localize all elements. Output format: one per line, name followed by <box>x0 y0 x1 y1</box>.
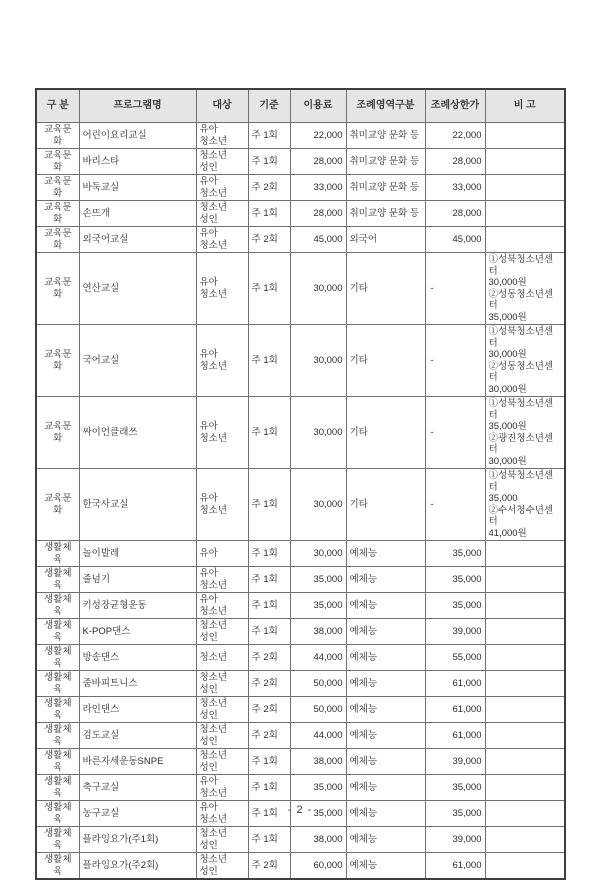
cell-basis: 주 2회 <box>248 697 290 723</box>
cell-category: 생활체육 <box>36 827 79 853</box>
table-row <box>36 671 565 697</box>
cell-program: 축구교실 <box>79 775 196 801</box>
cell-area: 취미교양 문화 등 <box>346 149 425 175</box>
table-row <box>36 253 565 325</box>
cell-cap: 61,000 <box>425 723 485 749</box>
cell-area: 취미교양 문화 등 <box>346 201 425 227</box>
table-row <box>36 619 565 645</box>
cell-category: 교육문화 <box>36 469 79 541</box>
cell-target: 유아 청소년 <box>196 397 248 469</box>
cell-program: 키성장균형운동 <box>79 593 196 619</box>
cell-basis: 주 1회 <box>248 801 290 827</box>
cell-fee: 44,000 <box>290 645 346 671</box>
cell-remarks <box>485 827 565 853</box>
cell-cap: 35,000 <box>425 541 485 567</box>
cell-cap: 35,000 <box>425 801 485 827</box>
cell-target: 청소년 성인 <box>196 697 248 723</box>
cell-program: 연산교실 <box>79 253 196 325</box>
cell-target: 청소년 성인 <box>196 201 248 227</box>
table-row <box>36 325 565 397</box>
cell-target: 청소년 성인 <box>196 149 248 175</box>
cell-program: 싸이언클래쓰 <box>79 397 196 469</box>
cell-fee: 30,000 <box>290 541 346 567</box>
table-row <box>36 541 565 567</box>
cell-target: 유아 청소년 <box>196 325 248 397</box>
cell-category: 생활체육 <box>36 671 79 697</box>
cell-cap: 28,000 <box>425 149 485 175</box>
cell-remarks: ①성북청소년센터 30,000원 ②성동청소년센터 30,000원 <box>485 325 565 397</box>
cell-category: 교육문화 <box>36 227 79 253</box>
cell-fee: 50,000 <box>290 671 346 697</box>
table-row <box>36 149 565 175</box>
cell-area: 예체능 <box>346 619 425 645</box>
column-header-basis: 기준 <box>248 89 290 123</box>
cell-basis: 주 1회 <box>248 619 290 645</box>
table-row <box>36 469 565 541</box>
cell-fee: 28,000 <box>290 149 346 175</box>
cell-category: 교육문화 <box>36 123 79 149</box>
column-header-area: 조례영역구분 <box>346 89 425 123</box>
cell-fee: 44,000 <box>290 723 346 749</box>
cell-program: 방송댄스 <box>79 645 196 671</box>
table-row <box>36 227 565 253</box>
cell-category: 생활체육 <box>36 749 79 775</box>
cell-program: 한국사교실 <box>79 469 196 541</box>
cell-area: 예체능 <box>346 541 425 567</box>
cell-category: 생활체육 <box>36 567 79 593</box>
cell-program: 외국어교실 <box>79 227 196 253</box>
cell-area: 예체능 <box>346 723 425 749</box>
table-body <box>36 123 565 880</box>
cell-remarks <box>485 541 565 567</box>
table-row <box>36 723 565 749</box>
cell-target: 유아 청소년 <box>196 175 248 201</box>
cell-remarks <box>485 853 565 880</box>
cell-program: 줌바피트니스 <box>79 671 196 697</box>
cell-target: 청소년 <box>196 645 248 671</box>
cell-program: 어린이요리교실 <box>79 123 196 149</box>
cell-target: 유아 청소년 <box>196 567 248 593</box>
cell-cap: - <box>425 325 485 397</box>
cell-cap: 35,000 <box>425 593 485 619</box>
cell-target: 청소년 성인 <box>196 619 248 645</box>
cell-fee: 30,000 <box>290 469 346 541</box>
cell-remarks <box>485 201 565 227</box>
cell-program: 줄넘기 <box>79 567 196 593</box>
cell-fee: 50,000 <box>290 697 346 723</box>
cell-area: 기타 <box>346 397 425 469</box>
table-row <box>36 853 565 880</box>
cell-area: 기타 <box>346 253 425 325</box>
cell-remarks <box>485 775 565 801</box>
cell-fee: 35,000 <box>290 775 346 801</box>
cell-area: 예체능 <box>346 697 425 723</box>
cell-area: 예체능 <box>346 827 425 853</box>
cell-target: 청소년 성인 <box>196 671 248 697</box>
cell-basis: 주 1회 <box>248 253 290 325</box>
cell-area: 예체능 <box>346 593 425 619</box>
cell-fee: 45,000 <box>290 227 346 253</box>
cell-program: 손뜨개 <box>79 201 196 227</box>
cell-basis: 주 1회 <box>248 149 290 175</box>
cell-target: 유아 청소년 <box>196 253 248 325</box>
cell-program: 바리스타 <box>79 149 196 175</box>
table-row <box>36 175 565 201</box>
cell-area: 예체능 <box>346 749 425 775</box>
cell-target: 유아 청소년 <box>196 227 248 253</box>
cell-basis: 주 2회 <box>248 175 290 201</box>
cell-target: 유아 청소년 <box>196 469 248 541</box>
cell-cap: 39,000 <box>425 619 485 645</box>
cell-category: 교육문화 <box>36 397 79 469</box>
cell-remarks <box>485 619 565 645</box>
cell-cap: 39,000 <box>425 827 485 853</box>
cell-area: 취미교양 문화 등 <box>346 123 425 149</box>
cell-target: 청소년 성인 <box>196 827 248 853</box>
cell-basis: 주 1회 <box>248 201 290 227</box>
column-header-program: 프로그램명 <box>79 89 196 123</box>
column-header-fee: 이용료 <box>290 89 346 123</box>
cell-basis: 주 1회 <box>248 749 290 775</box>
cell-cap: 35,000 <box>425 567 485 593</box>
cell-basis: 주 1회 <box>248 123 290 149</box>
cell-target: 청소년 성인 <box>196 749 248 775</box>
table-row <box>36 749 565 775</box>
cell-cap: 39,000 <box>425 749 485 775</box>
cell-basis: 주 1회 <box>248 541 290 567</box>
cell-target: 청소년 성인 <box>196 723 248 749</box>
cell-cap: - <box>425 253 485 325</box>
cell-area: 예체능 <box>346 567 425 593</box>
cell-basis: 주 1회 <box>248 325 290 397</box>
cell-fee: 30,000 <box>290 325 346 397</box>
cell-basis: 주 1회 <box>248 593 290 619</box>
cell-remarks <box>485 671 565 697</box>
cell-category: 생활체육 <box>36 775 79 801</box>
cell-fee: 35,000 <box>290 567 346 593</box>
cell-cap: - <box>425 397 485 469</box>
cell-basis: 주 2회 <box>248 723 290 749</box>
table-row <box>36 123 565 149</box>
cell-category: 교육문화 <box>36 149 79 175</box>
cell-cap: 35,000 <box>425 775 485 801</box>
cell-target: 유아 청소년 <box>196 801 248 827</box>
cell-target: 유아 <box>196 541 248 567</box>
cell-category: 교육문화 <box>36 201 79 227</box>
column-header-remarks: 비 고 <box>485 89 565 123</box>
cell-program: 국어교실 <box>79 325 196 397</box>
cell-program: 놀이발레 <box>79 541 196 567</box>
cell-cap: 33,000 <box>425 175 485 201</box>
cell-program: 바둑교실 <box>79 175 196 201</box>
table-row <box>36 201 565 227</box>
cell-fee: 38,000 <box>290 749 346 775</box>
cell-fee: 35,000 <box>290 593 346 619</box>
cell-fee: 35,000 <box>290 801 346 827</box>
cell-cap: 61,000 <box>425 853 485 880</box>
cell-fee: 33,000 <box>290 175 346 201</box>
program-fee-table <box>35 88 566 880</box>
cell-cap: 28,000 <box>425 201 485 227</box>
cell-target: 유아 청소년 <box>196 775 248 801</box>
cell-basis: 주 1회 <box>248 827 290 853</box>
cell-basis: 주 2회 <box>248 645 290 671</box>
cell-cap: 22,000 <box>425 123 485 149</box>
cell-fee: 38,000 <box>290 619 346 645</box>
column-header-cap: 조례상한가 <box>425 89 485 123</box>
cell-target: 청소년 성인 <box>196 853 248 880</box>
table-row <box>36 775 565 801</box>
cell-area: 취미교양 문화 등 <box>346 175 425 201</box>
cell-basis: 주 1회 <box>248 397 290 469</box>
cell-remarks <box>485 593 565 619</box>
cell-basis: 주 2회 <box>248 227 290 253</box>
cell-basis: 주 2회 <box>248 671 290 697</box>
cell-area: 외국어 <box>346 227 425 253</box>
cell-remarks: ①성북청소년센터 35,000 ②수서청수년센터 41,000원 <box>485 469 565 541</box>
cell-cap: 61,000 <box>425 697 485 723</box>
cell-category: 생활체육 <box>36 645 79 671</box>
cell-basis: 주 1회 <box>248 567 290 593</box>
cell-fee: 30,000 <box>290 397 346 469</box>
cell-area: 예체능 <box>346 853 425 880</box>
cell-area: 예체능 <box>346 801 425 827</box>
cell-category: 생활체육 <box>36 541 79 567</box>
cell-remarks <box>485 149 565 175</box>
cell-category: 생활체육 <box>36 697 79 723</box>
cell-cap: 55,000 <box>425 645 485 671</box>
cell-remarks <box>485 697 565 723</box>
cell-program: 바른자세운동SNPE <box>79 749 196 775</box>
cell-area: 예체능 <box>346 775 425 801</box>
cell-basis: 주 1회 <box>248 469 290 541</box>
cell-basis: 주 1회 <box>248 775 290 801</box>
cell-remarks <box>485 723 565 749</box>
cell-remarks: ①성북청소년센터 30,000원 ②성동청소년센터 35,000원 <box>485 253 565 325</box>
cell-cap: 45,000 <box>425 227 485 253</box>
cell-category: 교육문화 <box>36 175 79 201</box>
cell-target: 유아 청소년 <box>196 123 248 149</box>
cell-cap: 61,000 <box>425 671 485 697</box>
column-header-target: 대상 <box>196 89 248 123</box>
cell-fee: 28,000 <box>290 201 346 227</box>
table-row <box>36 645 565 671</box>
table-row <box>36 827 565 853</box>
cell-remarks <box>485 175 565 201</box>
cell-category: 교육문화 <box>36 325 79 397</box>
cell-area: 예체능 <box>346 645 425 671</box>
column-header-category: 구 분 <box>36 89 79 123</box>
cell-category: 생활체육 <box>36 853 79 880</box>
cell-category: 생활체육 <box>36 593 79 619</box>
cell-program: 플라잉요가(주2회) <box>79 853 196 880</box>
cell-basis: 주 2회 <box>248 853 290 880</box>
cell-category: 교육문화 <box>36 253 79 325</box>
cell-area: 기타 <box>346 325 425 397</box>
cell-program: 플라잉요가(주1회) <box>79 827 196 853</box>
cell-remarks <box>485 567 565 593</box>
cell-fee: 38,000 <box>290 827 346 853</box>
header-row <box>36 89 565 123</box>
cell-program: 라인댄스 <box>79 697 196 723</box>
cell-remarks: ①성북청소년센터 35,000원 ②광진청소년센터 30,000원 <box>485 397 565 469</box>
page-number: - 2 - <box>287 804 313 816</box>
cell-remarks <box>485 749 565 775</box>
cell-program: 검도교실 <box>79 723 196 749</box>
cell-category: 생활체육 <box>36 619 79 645</box>
cell-fee: 22,000 <box>290 123 346 149</box>
cell-area: 기타 <box>346 469 425 541</box>
table-row <box>36 697 565 723</box>
cell-cap: - <box>425 469 485 541</box>
table-row <box>36 397 565 469</box>
cell-remarks <box>485 227 565 253</box>
cell-fee: 30,000 <box>290 253 346 325</box>
cell-category: 생활체육 <box>36 801 79 827</box>
table-row <box>36 593 565 619</box>
table-row <box>36 567 565 593</box>
cell-remarks <box>485 645 565 671</box>
cell-category: 생활체육 <box>36 723 79 749</box>
cell-target: 유아 청소년 <box>196 593 248 619</box>
cell-fee: 60,000 <box>290 853 346 880</box>
cell-program: 농구교실 <box>79 801 196 827</box>
cell-program: K-POP댄스 <box>79 619 196 645</box>
cell-area: 예체능 <box>346 671 425 697</box>
cell-remarks <box>485 123 565 149</box>
